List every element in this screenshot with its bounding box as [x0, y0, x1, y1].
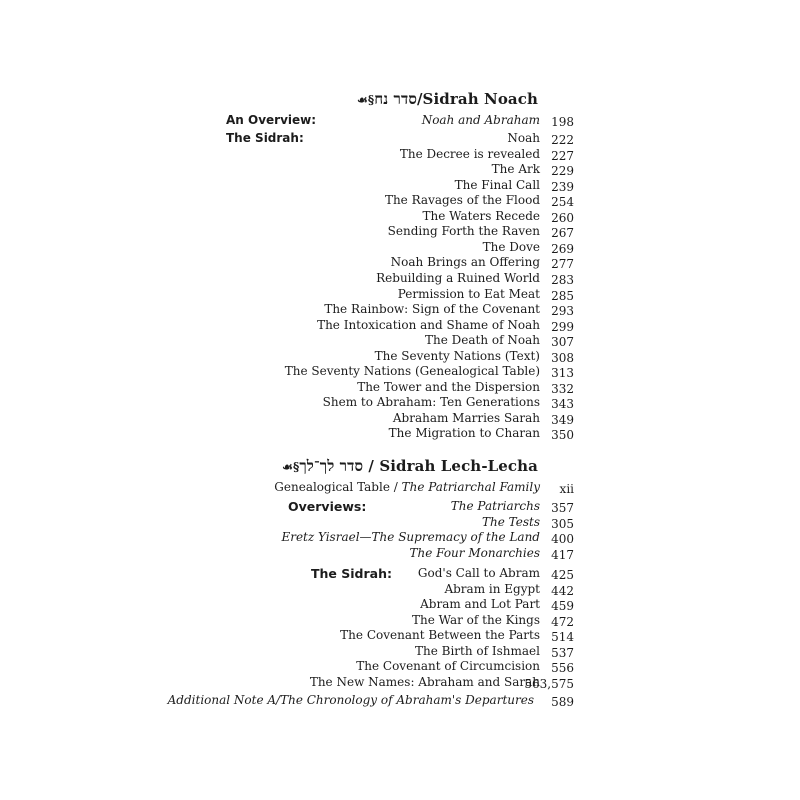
toc-entry[interactable]: Abraham Marries Sarah: [392, 410, 540, 425]
toc-entry[interactable]: The Migration to Charan: [388, 426, 540, 441]
page-number: 556: [551, 661, 574, 676]
toc-entry[interactable]: The Dove: [482, 239, 540, 254]
section-header-noach: [357, 90, 538, 109]
toc-entry[interactable]: The Rainbow: Sign of the Covenant: [324, 302, 540, 317]
page-number: 343: [551, 397, 574, 412]
additional-note-entry[interactable]: Additional Note A/The Chronology of Abraham's Departures: [167, 693, 534, 707]
page-number: 229: [551, 164, 574, 179]
toc-entry[interactable]: The Waters Recede: [422, 208, 540, 223]
page-number: 589: [551, 695, 574, 709]
page-number: 357: [551, 501, 574, 515]
page-number: 332: [551, 381, 574, 396]
page-number: 308: [551, 350, 574, 365]
toc-entry[interactable]: The Ark: [491, 162, 540, 177]
toc-entry[interactable]: The War of the Kings: [412, 612, 540, 627]
genealogical-prefix: Genealogical Table /: [274, 480, 402, 494]
toc-entry[interactable]: The Birth of Ishmael: [415, 643, 540, 658]
section-title: /Sidrah Noach: [416, 90, 538, 108]
page-number: 283: [551, 272, 574, 287]
section-header-lech-lecha: [282, 457, 538, 476]
toc-entry[interactable]: The Decree is revealed: [399, 146, 540, 161]
toc-entry[interactable]: The Seventy Nations (Text): [374, 348, 540, 363]
toc-entry[interactable]: Noah: [507, 131, 540, 145]
sidrah-label: The Sidrah:: [226, 131, 304, 145]
page-number: 222: [551, 133, 574, 147]
hebrew-title: סדר נח: [374, 90, 417, 108]
toc-entry[interactable]: Abram in Egypt: [444, 581, 540, 596]
toc-entry[interactable]: The Tower and the Dispersion: [357, 379, 540, 394]
page-number: 537: [551, 645, 574, 660]
page-number: 425: [551, 568, 574, 582]
toc-entry[interactable]: The Death of Noah: [425, 333, 540, 348]
toc-entry[interactable]: The Intoxication and Shame of Noah: [317, 317, 540, 332]
sidrah-label: The Sidrah:: [311, 566, 392, 581]
toc-entry[interactable]: The Final Call: [454, 177, 540, 192]
ornament-icon: ☙§: [357, 93, 375, 107]
page-number: 442: [551, 583, 574, 598]
toc-entry[interactable]: Shem to Abraham: Ten Generations: [322, 395, 540, 410]
page-number: 254: [551, 195, 574, 210]
page-number: 269: [551, 241, 574, 256]
page-number: 563,575: [524, 676, 574, 691]
overviews-label: Overviews:: [288, 499, 367, 514]
toc-entry[interactable]: Abram and Lot Part: [420, 597, 540, 612]
page-number: 307: [551, 335, 574, 350]
ornament-icon: ☙§: [282, 460, 300, 474]
toc-entry[interactable]: The Tests: [482, 514, 540, 529]
page-number: 313: [551, 366, 574, 381]
toc-entry[interactable]: The New Names: Abraham and Sarah: [309, 674, 540, 689]
page-number: xii: [559, 482, 574, 496]
genealogical-table-entry[interactable]: [274, 480, 540, 494]
genealogical-title: The Patriarchal Family: [401, 480, 540, 494]
page-number: 260: [551, 210, 574, 225]
toc-entry[interactable]: The Covenant of Circumcision: [356, 659, 540, 674]
page-number: 417: [551, 547, 574, 562]
page-number: 277: [551, 257, 574, 272]
toc-entry[interactable]: The Covenant Between the Parts: [340, 628, 540, 643]
page-number: 349: [551, 412, 574, 427]
page-number: 299: [551, 319, 574, 334]
page-number: 350: [551, 428, 574, 443]
toc-entry[interactable]: The Seventy Nations (Genealogical Table): [284, 364, 540, 379]
toc-entry[interactable]: Sending Forth the Raven: [387, 224, 540, 239]
page-number: 227: [551, 148, 574, 163]
page-number: 285: [551, 288, 574, 303]
page-number: 459: [551, 599, 574, 614]
toc-entry[interactable]: The Patriarchs: [450, 499, 540, 513]
toc-entry[interactable]: God's Call to Abram: [417, 566, 540, 580]
toc-entry[interactable]: Rebuilding a Ruined World: [376, 270, 540, 285]
toc-entry[interactable]: Noah Brings an Offering: [390, 255, 540, 270]
page-number: 305: [551, 516, 574, 531]
page-number: 267: [551, 226, 574, 241]
page-number: 400: [551, 532, 574, 547]
toc-entry[interactable]: Permission to Eat Meat: [397, 286, 540, 301]
hebrew-title: סדר לך־לך: [299, 457, 364, 475]
page-number: 293: [551, 304, 574, 319]
toc-entry[interactable]: Noah and Abraham: [421, 113, 540, 127]
toc-entry[interactable]: The Ravages of the Flood: [384, 193, 540, 208]
toc-entry[interactable]: Eretz Yisrael—The Supremacy of the Land: [281, 530, 540, 545]
overview-label: An Overview:: [226, 113, 317, 127]
page-number: 472: [551, 614, 574, 629]
page-number: 198: [551, 115, 574, 129]
page-number: 514: [551, 630, 574, 645]
page-number: 239: [551, 179, 574, 194]
toc-entry[interactable]: The Four Monarchies: [409, 545, 540, 560]
section-title: / Sidrah Lech-Lecha: [363, 457, 538, 475]
